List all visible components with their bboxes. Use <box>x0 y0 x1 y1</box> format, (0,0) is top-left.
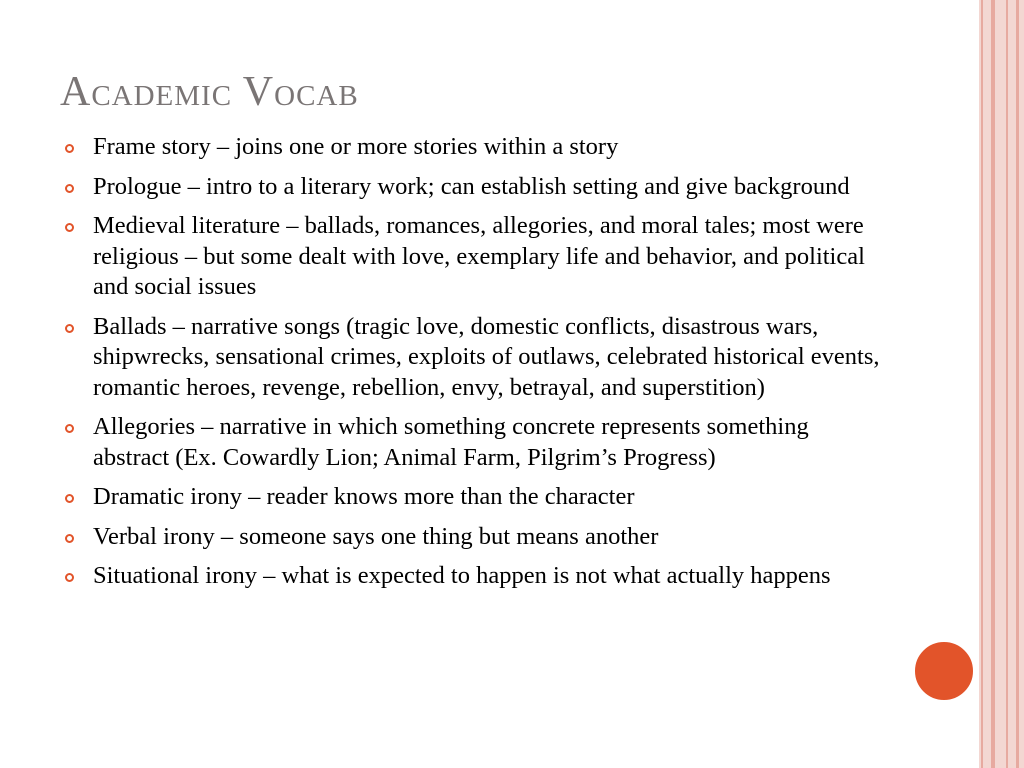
decorative-stripe <box>981 0 983 768</box>
bullet-item <box>62 132 882 163</box>
accent-circle-icon <box>913 640 975 702</box>
bullet-item <box>62 482 882 513</box>
decorative-stripe <box>1006 0 1008 768</box>
ring-bullet-icon <box>65 144 74 153</box>
bullet-item <box>62 561 882 592</box>
bullet-item <box>62 522 882 553</box>
bullet-text: Situational irony – what is expected to happen is not what actually happens <box>93 562 831 589</box>
bullet-item <box>62 312 882 404</box>
ring-bullet-icon <box>65 573 74 582</box>
bullet-text: Frame story – joins one or more stories within a story <box>93 133 619 160</box>
bullet-item <box>62 412 882 473</box>
bullet-text: Dramatic irony – reader knows more than the character <box>93 483 635 510</box>
slide-title: Academic Vocab <box>60 69 359 115</box>
bullet-text: Prologue – intro to a literary work; can establish setting and give background <box>93 172 850 200</box>
decorative-stripe <box>991 0 995 768</box>
decorative-stripe <box>1016 0 1019 768</box>
ring-bullet-icon <box>65 324 74 333</box>
ring-bullet-icon <box>65 494 74 503</box>
bullet-text: Ballads – narrative songs (tragic love, domestic conflicts, disastrous wars, shipwrecks, sensational crimes, exploits of outlaws, celebrated historical events, romantic heroes, revenge, rebellion, envy, betrayal, and superstition) <box>93 312 880 401</box>
ring-bullet-icon <box>65 184 74 193</box>
bullet-item <box>62 211 882 303</box>
ring-bullet-icon <box>65 223 74 232</box>
ring-bullet-icon <box>65 534 74 543</box>
bullet-list <box>62 132 882 601</box>
ring-bullet-icon <box>65 424 74 433</box>
bullet-text: Verbal irony – someone says one thing but means another <box>93 522 659 550</box>
bullet-text: Medieval literature – ballads, romances, allegories, and moral tales; most were religious – but some dealt with love, exemplary life and behavior, and political and social issues <box>93 212 865 300</box>
bullet-text: Allegories – narrative in which something concrete represents something abstract (Ex. Cowardly Lion; Animal Farm, Pilgrim’s Progress) <box>93 413 809 471</box>
bullet-item <box>62 172 882 203</box>
